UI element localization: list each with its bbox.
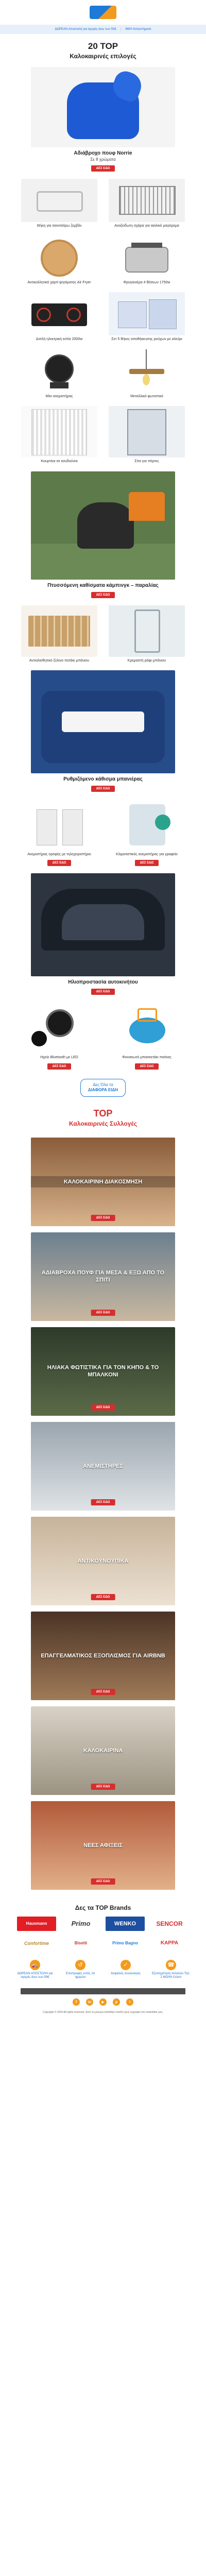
instagram-icon[interactable]: in (86, 1998, 93, 2006)
product-card[interactable] (21, 179, 97, 228)
product-row-3 (0, 285, 206, 342)
product-row-8 (0, 995, 206, 1069)
chat-icon: ☎ (166, 1960, 176, 1970)
facebook-icon[interactable]: f (73, 1998, 80, 2006)
product-card[interactable] (109, 1002, 185, 1069)
product-image[interactable] (109, 799, 185, 851)
banner-button[interactable]: ΔΕΣ ΕΔΩ (91, 1310, 115, 1316)
collection-banner[interactable] (31, 1517, 175, 1605)
view-all-button[interactable] (80, 1079, 126, 1097)
stores-note[interactable]: 9600 Καταστήματα (125, 28, 151, 31)
banner-button[interactable]: ΔΕΣ ΕΔΩ (91, 1404, 115, 1411)
product-card[interactable] (109, 349, 185, 399)
banner-label: ΚΑΛΟΚΑΙΡΙΝΑ (83, 1747, 123, 1754)
banner-button[interactable]: ΔΕΣ ΕΔΩ (91, 1594, 115, 1600)
product-card[interactable] (21, 406, 97, 464)
brands-title: Δες τα TOP Brands (75, 1904, 131, 1911)
sunshade-image[interactable] (31, 873, 175, 976)
product-caption: Σετ 5 θήκες αποθήκευσης ρούχων με αλεύρι (111, 337, 182, 342)
bath-seat-product[interactable] (0, 663, 206, 792)
brand-logo[interactable]: WENKO (106, 1917, 145, 1931)
feature-text: ΔΩΡΕΑΝ ΑΠΟΣΤΟΛΗ για αγορές άνω των 50€ (17, 1972, 53, 1979)
brand-logo[interactable]: KAPPA (160, 1940, 179, 1946)
collection-banner[interactable] (31, 1232, 175, 1321)
feature-text: Ασφαλείς συναλλαγές (110, 1972, 141, 1975)
feature-item (16, 1960, 54, 1980)
hero-product[interactable] (0, 63, 206, 172)
product-caption: Μίνι ανεμιστήρας (45, 394, 73, 398)
product-caption: Θήκη για σανιτσάρω ζεμβίλι (37, 224, 82, 228)
collection-banner[interactable] (31, 1138, 175, 1226)
product-row-5 (0, 399, 206, 464)
product-caption: Διπλή ηλεκτρική εστία 2000w (36, 337, 83, 342)
more-wrap (0, 1070, 206, 1102)
product-row-4 (0, 342, 206, 399)
view-all-line2: ΔΙΑΦΟΡΑ ΕΙΔΗ (88, 1088, 118, 1093)
social-bar (21, 1988, 185, 1994)
truck-icon: 🚚 (30, 1960, 40, 1970)
product-caption: Ανεμιστήρας οροφής με τηλεχειριστήριο (27, 852, 91, 856)
title-block (0, 34, 206, 63)
product-button[interactable]: ΔΕΣ ΕΔΩ (47, 860, 72, 866)
feature-text: Εξυπηρέτηση πελατών Τηλ: 2 ΜΟΛΗ έλλαπ (152, 1972, 190, 1979)
product-card[interactable] (21, 235, 97, 285)
product-caption: Σίτα για πόρτες (134, 460, 159, 464)
product-row-7 (0, 792, 206, 866)
store-logo[interactable] (90, 6, 116, 19)
product-image[interactable] (109, 292, 185, 335)
feature-item (152, 1960, 190, 1980)
tiktok-icon[interactable]: t (126, 1998, 133, 2006)
brand-logo[interactable]: SENCOR (156, 1920, 183, 1927)
sunshade-product[interactable] (0, 866, 206, 995)
footer-text: Copyright © 2024 All rights reserved. Αυτό το μήνυμα στάλθηκε επειδή έχετε εγγραφεί στο newsletter μας. (43, 2011, 163, 2014)
product-image[interactable] (21, 799, 97, 851)
product-image[interactable] (21, 406, 97, 457)
product-caption: Φρυγανιέρα 4 θέσεων 1750w (123, 280, 170, 284)
banner-label: ΕΠΑΓΓΕΛΜΑΤΙΚΟΣ ΕΞΟΠΛΙΣΜΟΣ ΓΙΑ AIRBNB (41, 1652, 165, 1659)
feature-item (107, 1960, 145, 1980)
product-image[interactable] (109, 605, 185, 657)
product-caption: Κλιματιστικός ανεμιστήρας για γραφείο (116, 852, 178, 856)
product-caption: Αντικολλητικό χαρτί ψησίματος Air Fryer (27, 280, 91, 284)
collection-banner[interactable] (31, 1706, 175, 1795)
product-image[interactable] (21, 605, 97, 657)
banner-button[interactable]: ΔΕΣ ΕΔΩ (91, 1215, 115, 1221)
product-caption: Ανοξείδωτη σχάρα για αιολικό μαγείρεμα (114, 224, 179, 228)
product-image[interactable] (21, 179, 97, 222)
banner-label: ΚΑΛΟΚΑΙΡΙΝΗ ΔΙΑΚΟΣΜΗΣΗ (31, 1176, 175, 1187)
product-card[interactable] (109, 179, 185, 228)
collections-title-block (0, 1102, 206, 1131)
pinterest-icon[interactable]: p (113, 1998, 120, 2006)
hero-title: Αδιάβροχο πουφ Norrie (74, 150, 132, 156)
product-row-1 (0, 172, 206, 228)
pouf-image[interactable] (31, 67, 175, 147)
collection-banner[interactable] (31, 1801, 175, 1890)
product-image[interactable] (21, 1002, 97, 1054)
youtube-icon[interactable]: ▶ (99, 1998, 107, 2006)
collections-title: TOP (93, 1108, 113, 1118)
product-image[interactable] (109, 349, 185, 393)
bath-button[interactable]: ΔΕΣ ΕΔΩ (91, 786, 115, 792)
product-caption: Αντιολισθητικό ξύλινο πατάκι μπάνιου (29, 658, 90, 663)
product-caption: Φουσκωτό μπασκετάκι πισίνας (122, 1056, 171, 1060)
collection-banner[interactable] (31, 1612, 175, 1700)
bath-title: Ρυθμιζόμενο κάθισμα μπανιέρας (63, 776, 143, 782)
features-row (0, 1951, 206, 1980)
product-card[interactable] (21, 349, 97, 399)
collections-subtitle: Καλοκαιρινές Συλλογές (68, 1120, 138, 1127)
brand-row-2 (0, 1931, 206, 1951)
product-card[interactable] (21, 1002, 97, 1069)
view-all-line1: Δες Όλα τα (93, 1082, 113, 1087)
banner-label: ΑΝΤΙΚΟΥΝΟΥΠΙΚΑ (77, 1557, 129, 1564)
product-image[interactable] (21, 292, 97, 335)
header (0, 0, 206, 25)
chair-button[interactable]: ΔΕΣ ΕΔΩ (91, 592, 115, 598)
chair-image[interactable] (31, 471, 175, 580)
sunshade-button[interactable]: ΔΕΣ ΕΔΩ (91, 989, 115, 995)
brand-row-1 (0, 1911, 206, 1931)
chair-product[interactable] (0, 464, 206, 598)
brand-logo[interactable]: Hausmann (17, 1917, 56, 1931)
product-card[interactable] (109, 605, 185, 663)
product-card[interactable] (21, 799, 97, 866)
banner-label: ΝΕΕΣ ΑΦΙΞΕΙΣ (83, 1842, 123, 1849)
product-caption: Μεταλλικό φωτιστικό (130, 394, 163, 398)
social-row (0, 1994, 206, 2006)
brand-logo[interactable]: Primo Bagno (112, 1941, 138, 1945)
product-image[interactable] (21, 349, 97, 393)
hero-button[interactable]: ΔΕΣ ΕΔΩ (91, 165, 115, 172)
product-row-6 (0, 598, 206, 663)
banner-button[interactable]: ΔΕΣ ΕΔΩ (91, 1784, 115, 1790)
banner-button[interactable]: ΔΕΣ ΕΔΩ (91, 1499, 115, 1505)
product-caption: Ηχείο Bluetooth με LED (40, 1056, 78, 1060)
product-image[interactable] (109, 235, 185, 279)
product-card[interactable] (21, 605, 97, 663)
product-card[interactable] (109, 799, 185, 866)
product-card[interactable] (109, 292, 185, 342)
page-title: 20 TOP (88, 41, 118, 51)
product-button[interactable]: ΔΕΣ ΕΔΩ (135, 1063, 159, 1070)
product-caption: Κουρτίνα σε κουδούνια (41, 460, 78, 464)
product-caption: Κρεμαστή ράφι μπάνιου (127, 658, 166, 663)
product-card[interactable] (109, 235, 185, 285)
free-shipping-note[interactable]: ΔΩΡΕΑΝ Αποστολή για αγορές άνω των 50€ (55, 28, 116, 31)
product-image[interactable] (21, 235, 97, 279)
banner-label: ΑΔΙΑΒΡΟΧΑ ΠΟΥΦ ΓΙΑ ΜΕΣΑ & ΕΞΩ ΑΠΟ ΤΟ ΣΠΙΤΙ (41, 1269, 165, 1283)
product-row-2 (0, 228, 206, 285)
product-card[interactable] (21, 292, 97, 342)
bath-image[interactable] (31, 670, 175, 773)
page-subtitle: Καλοκαιρινές επιλογές (70, 53, 136, 60)
product-button[interactable]: ΔΕΣ ΕΔΩ (135, 860, 159, 866)
product-image[interactable] (109, 1002, 185, 1054)
sunshade-title: Ηλιοπροστασία αυτοκινήτου (68, 979, 138, 986)
brand-logo[interactable]: Bisetti (74, 1941, 88, 1945)
feature-text: Επιστροφές εντός 14 ημερών (65, 1972, 95, 1979)
product-image[interactable] (109, 179, 185, 222)
brand-logo[interactable]: Primo (71, 1920, 91, 1927)
product-image[interactable] (109, 406, 185, 457)
product-button[interactable]: ΔΕΣ ΕΔΩ (47, 1063, 72, 1070)
hero-subtitle: Σε 8 χρώματα (90, 157, 116, 162)
collection-banner[interactable] (31, 1327, 175, 1416)
banner-button[interactable]: ΔΕΣ ΕΔΩ (91, 1689, 115, 1695)
banner-label: ΗΛΙΑΚΑ ΦΩΤΙΣΤΙΚΑ ΓΙΑ ΤΟΝ ΚΗΠΟ & ΤΟ ΜΠΑΛΚΟΝΙ (47, 1364, 159, 1378)
return-icon: ↺ (75, 1960, 85, 1970)
banner-label: ΑΝΕΜΙΣΤΗΡΕΣ (83, 1463, 123, 1469)
feature-item (61, 1960, 99, 1980)
banner-button[interactable]: ΔΕΣ ΕΔΩ (91, 1878, 115, 1885)
secure-icon: ✓ (121, 1960, 131, 1970)
product-card[interactable] (109, 406, 185, 464)
brand-logo[interactable]: Confortime (24, 1940, 49, 1946)
top-info-bar: ΔΩΡΕΑΝ Αποστολή για αγορές άνω των 50€ | 9600 Καταστήματα (0, 25, 206, 34)
collection-banner[interactable] (31, 1422, 175, 1511)
chair-title: Πτυσσόμενη καθίσματα κάμπινγκ – παραλίας (47, 582, 159, 588)
